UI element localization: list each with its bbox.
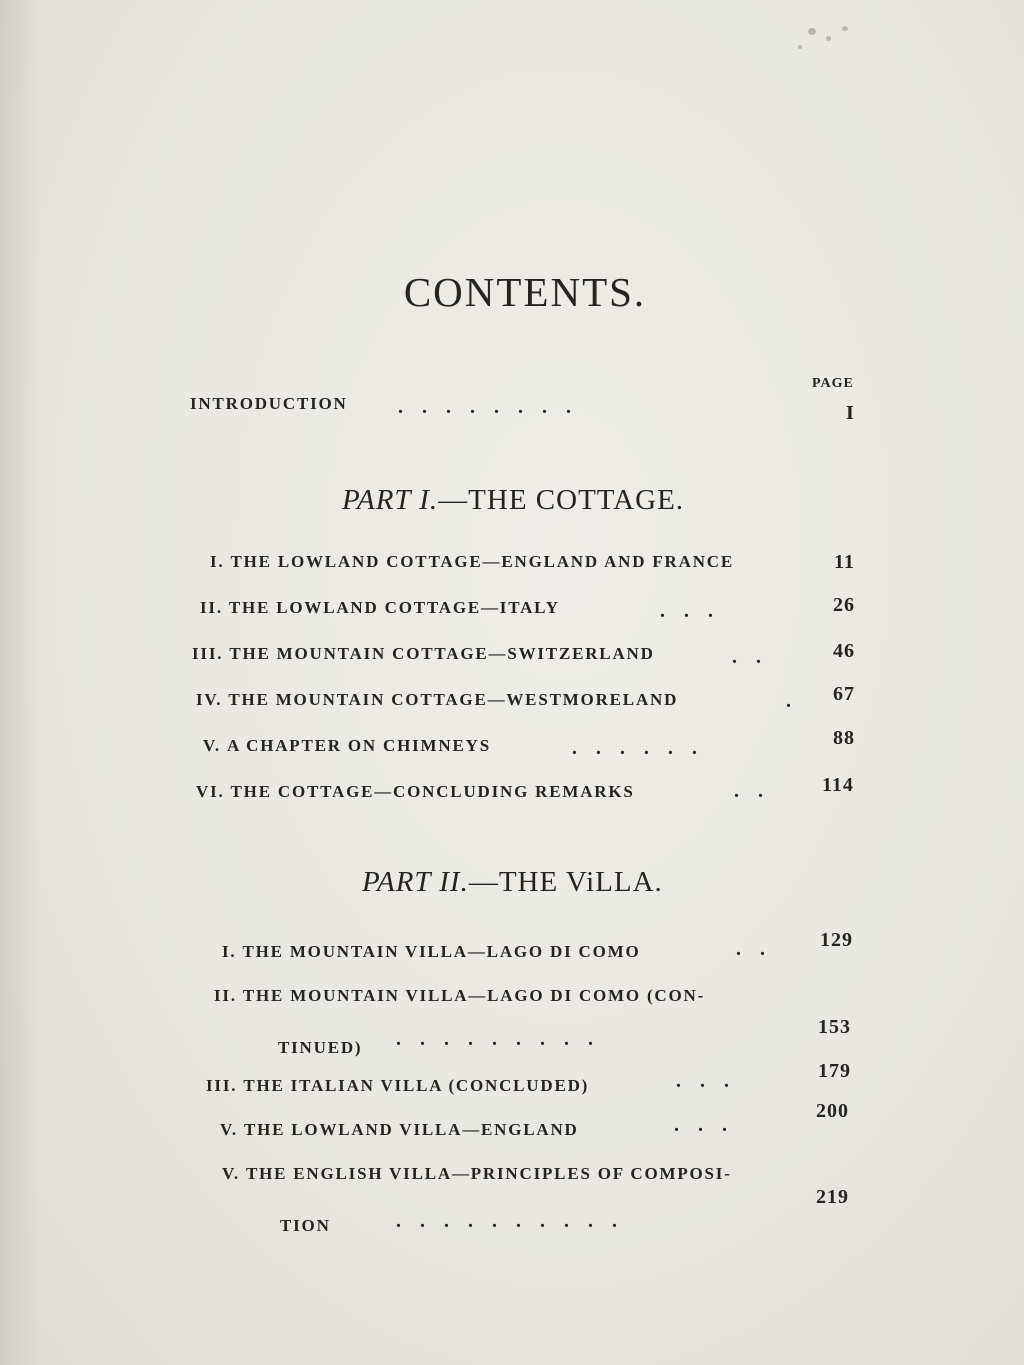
leader-dots: .. (736, 938, 784, 960)
leader-dots: ... (660, 600, 732, 622)
toc-entry (222, 1164, 732, 1184)
leader-dots: ... (676, 1070, 748, 1092)
paper-speck (798, 45, 802, 49)
chapter-numeral: IV. (196, 690, 223, 709)
chapter-title: THE LOWLAND COTTAGE—ENGLAND AND FRANCE (230, 552, 734, 571)
leader-dots: ......... (396, 1028, 612, 1050)
spine-shadow (0, 0, 40, 1365)
chapter-numeral: II. (200, 598, 223, 617)
paper-speck (826, 36, 831, 41)
chapter-title: THE ITALIAN VILLA (CONCLUDED) (243, 1076, 590, 1095)
chapter-title: THE LOWLAND COTTAGE—ITALY (228, 598, 560, 617)
chapter-numeral: V. (222, 1164, 240, 1183)
part-2-heading (362, 866, 663, 899)
toc-entry (196, 690, 678, 710)
chapter-numeral: I. (222, 942, 237, 961)
chapter-title: A CHAPTER ON CHIMNEYS (226, 736, 491, 755)
leader-dots: .. (732, 646, 780, 668)
part-2-label: PART II. (362, 866, 469, 898)
leader-dots: .. (734, 780, 782, 802)
toc-entry (206, 1076, 589, 1096)
chapter-title: THE COTTAGE—CONCLUDING REMARKS (230, 782, 635, 801)
chapter-page: 114 (822, 774, 854, 796)
chapter-numeral: I. (210, 552, 225, 571)
page-column-label: PAGE (812, 376, 854, 391)
chapter-title: THE MOUNTAIN VILLA—LAGO DI COMO (CON- (242, 986, 706, 1005)
chapter-numeral: V. (203, 736, 221, 755)
chapter-title: THE LOWLAND VILLA—ENGLAND (243, 1120, 579, 1139)
toc-entry (214, 986, 705, 1006)
chapter-page: 11 (834, 551, 855, 573)
chapter-title-continuation: TION (280, 1216, 331, 1235)
toc-entry (220, 1120, 579, 1140)
chapter-title: THE MOUNTAIN COTTAGE—WESTMORELAND (228, 690, 679, 709)
page-title: CONTENTS. (403, 269, 647, 315)
toc-entry (203, 736, 491, 756)
chapter-title-continuation: TINUED) (278, 1038, 363, 1057)
chapter-numeral: III. (206, 1076, 238, 1095)
chapter-page: 88 (833, 727, 855, 749)
introduction-title: INTRODUCTION (190, 394, 348, 413)
toc-entry (196, 782, 635, 802)
chapter-page: 46 (833, 640, 855, 662)
chapter-page: 200 (816, 1100, 849, 1122)
part-1-title: —THE COTTAGE. (438, 484, 685, 516)
leader-dots: .......... (396, 1210, 636, 1232)
chapter-title: THE ENGLISH VILLA—PRINCIPLES OF COMPOSI- (245, 1164, 732, 1183)
chapter-page: 153 (818, 1016, 851, 1038)
chapter-numeral: III. (192, 644, 224, 663)
part-1-label: PART I. (342, 484, 439, 516)
paper-speck (842, 26, 848, 31)
leader-dots: ...... (572, 737, 716, 759)
leader-dots: . (786, 690, 810, 712)
chapter-title: THE MOUNTAIN VILLA—LAGO DI COMO (242, 942, 641, 961)
toc-entry (200, 598, 560, 618)
leader-dots: ... (674, 1114, 746, 1136)
toc-entry (192, 644, 655, 664)
chapter-numeral: VI. (196, 782, 225, 801)
introduction-page: I (846, 402, 855, 424)
toc-entry (210, 552, 734, 572)
chapter-page: 26 (833, 594, 855, 616)
chapter-title: THE MOUNTAIN COTTAGE—SWITZERLAND (229, 644, 655, 663)
chapter-numeral: V. (220, 1120, 238, 1139)
leader-dots: ........ (398, 396, 590, 418)
chapter-page: 67 (833, 683, 855, 705)
paper-speck (808, 28, 816, 35)
toc-entry (222, 942, 641, 962)
chapter-page: 179 (818, 1060, 851, 1082)
part-1-heading (342, 484, 684, 517)
chapter-page: 219 (816, 1186, 849, 1208)
chapter-numeral: II. (214, 986, 237, 1005)
part-2-title: —THE ViLLA. (468, 866, 663, 898)
chapter-page: 129 (820, 929, 853, 951)
